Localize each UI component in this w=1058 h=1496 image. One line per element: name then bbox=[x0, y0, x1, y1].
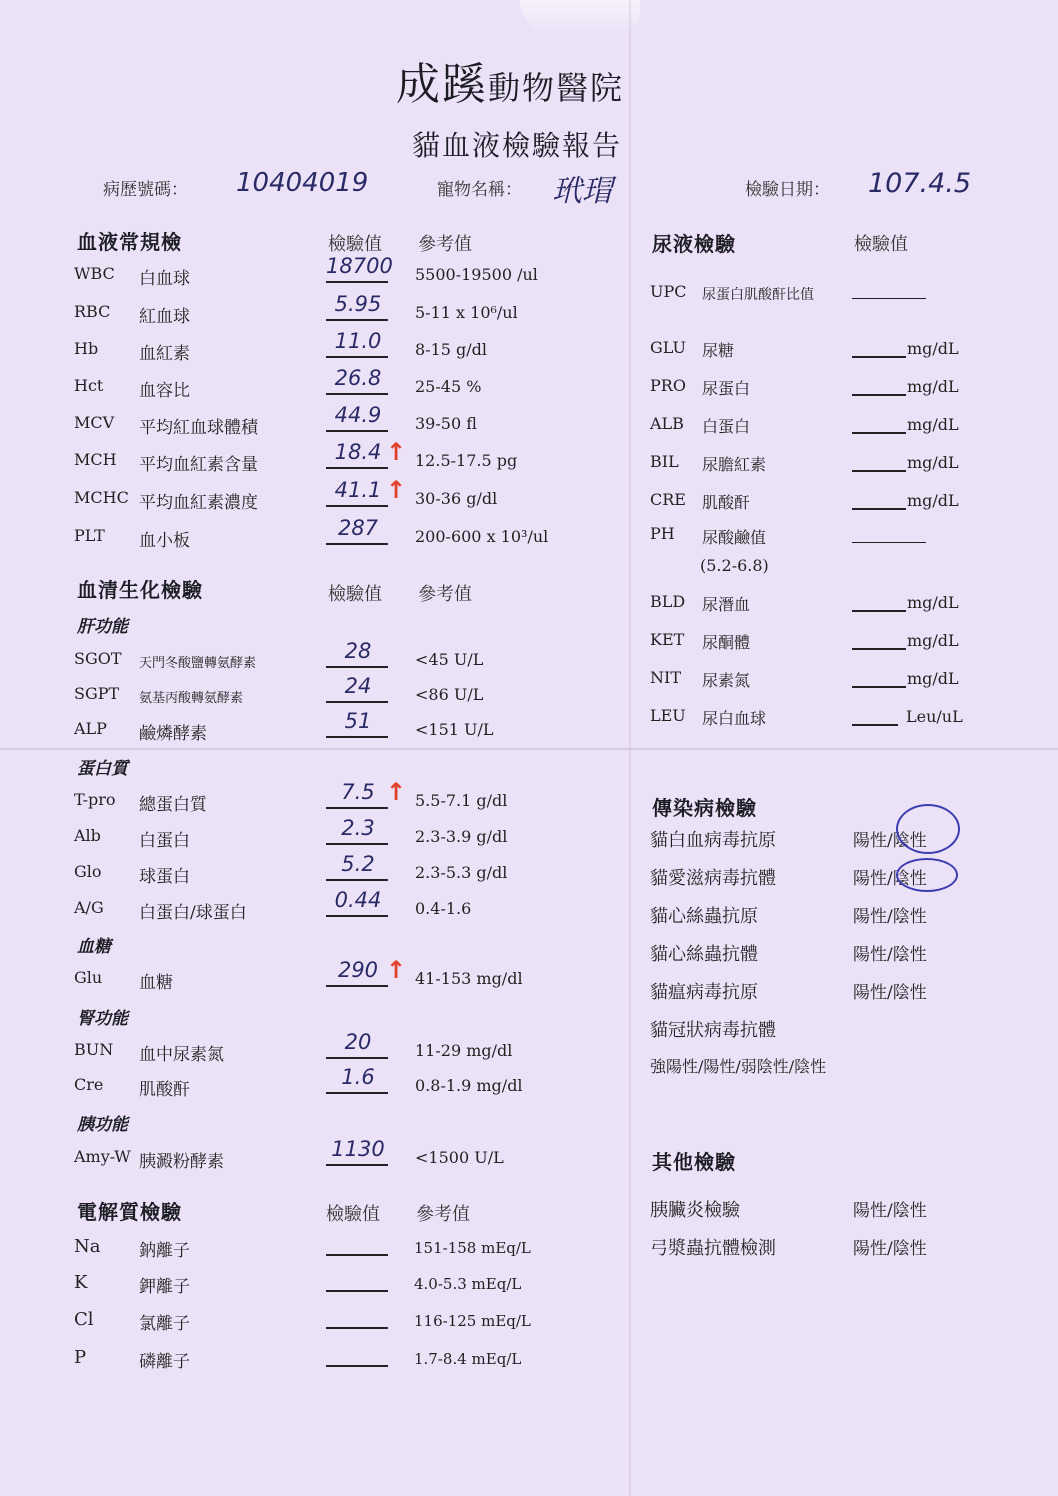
row-value: 0.44 bbox=[334, 888, 382, 912]
value-underline bbox=[326, 985, 388, 987]
row-name: 天門冬酸鹽轉氨酵素 bbox=[139, 656, 257, 671]
row-name: 白蛋白 bbox=[139, 831, 190, 851]
protein-subtitle: 蛋白質 bbox=[77, 759, 128, 779]
urine-code: NIT bbox=[650, 668, 681, 687]
infectious-result-options: 陽性/陰性 bbox=[853, 907, 927, 927]
row-name: 血容比 bbox=[139, 381, 190, 401]
electrolyte-col-ref: 參考值 bbox=[416, 1204, 470, 1225]
pancreas-subtitle: 胰功能 bbox=[77, 1115, 128, 1135]
row-code: SGPT bbox=[74, 684, 120, 703]
row-value: 2.3 bbox=[341, 816, 375, 840]
row-code: PLT bbox=[74, 526, 105, 545]
row-reference: 4.0-5.3 mEq/L bbox=[414, 1275, 522, 1293]
row-name: 白血球 bbox=[139, 269, 190, 289]
urine-blank bbox=[852, 508, 906, 510]
row-value: 44.9 bbox=[334, 403, 382, 427]
row-name: 平均血紅素含量 bbox=[139, 455, 258, 475]
urine-name: 尿蛋白 bbox=[702, 379, 751, 398]
row-value: 41.1 bbox=[334, 478, 382, 502]
row-reference: 39-50 fl bbox=[415, 414, 477, 433]
urine-code: GLU bbox=[650, 338, 687, 357]
row-reference: 1.7-8.4 mEq/L bbox=[414, 1350, 522, 1368]
row-value: 1.6 bbox=[341, 1065, 375, 1089]
ph-code: PH bbox=[650, 524, 675, 543]
urine-name: 肌酸酐 bbox=[702, 493, 751, 512]
value-blank bbox=[326, 1365, 388, 1367]
chem-section-title: 血清生化檢驗 bbox=[77, 578, 203, 602]
row-name: 氯離子 bbox=[139, 1314, 190, 1334]
pet-name: 玳瑁 bbox=[552, 174, 612, 209]
urine-blank bbox=[852, 356, 906, 358]
cbc-col-value: 檢驗值 bbox=[328, 234, 382, 255]
value-underline bbox=[326, 319, 388, 321]
pet-label: 寵物名稱： bbox=[437, 180, 522, 200]
value-underline bbox=[326, 1164, 388, 1166]
date-label: 檢驗日期： bbox=[745, 180, 830, 200]
value-underline bbox=[326, 915, 388, 917]
urine-unit: mg/dL bbox=[907, 453, 959, 472]
row-name: 氨基丙酸轉氨酵素 bbox=[139, 691, 244, 706]
row-name: 胰澱粉酵素 bbox=[139, 1152, 224, 1172]
row-value: 20 bbox=[344, 1030, 372, 1054]
value-blank bbox=[326, 1290, 388, 1292]
row-value: 26.8 bbox=[334, 366, 382, 390]
result-circle-mark bbox=[896, 858, 958, 892]
row-name: 肌酸酐 bbox=[139, 1080, 190, 1100]
upc-blank bbox=[852, 280, 926, 299]
infectious-section-title: 傳染病檢驗 bbox=[652, 796, 757, 820]
ph-name: 尿酸鹼值 bbox=[702, 528, 767, 547]
row-name: 總蛋白質 bbox=[139, 795, 207, 815]
urine-blank bbox=[852, 686, 906, 688]
row-reference: 200-600 x 10³/ul bbox=[415, 527, 549, 546]
urine-unit: Leu/uL bbox=[906, 707, 963, 726]
value-underline bbox=[326, 393, 388, 395]
kidney-subtitle: 腎功能 bbox=[77, 1009, 128, 1029]
urine-code: CRE bbox=[650, 490, 686, 509]
row-reference: 30-36 g/dl bbox=[415, 489, 498, 508]
chem-col-value: 檢驗值 bbox=[328, 584, 382, 605]
ph-blank bbox=[852, 524, 926, 543]
row-reference: 12.5-17.5 pg bbox=[415, 451, 518, 470]
infectious-test-name: 貓冠狀病毒抗體 bbox=[650, 1020, 776, 1041]
row-code: SGOT bbox=[74, 649, 122, 668]
row-reference: <86 U/L bbox=[415, 685, 484, 704]
urine-name: 尿潛血 bbox=[702, 595, 751, 614]
row-code: Cre bbox=[74, 1075, 104, 1094]
urine-blank bbox=[852, 394, 906, 396]
urine-code: ALB bbox=[650, 414, 684, 433]
fold-line bbox=[629, 0, 631, 1496]
report-title: 貓血液檢驗報告 bbox=[412, 129, 623, 162]
row-code: MCHC bbox=[74, 488, 129, 507]
row-reference: 8-15 g/dl bbox=[415, 340, 488, 359]
row-code: K bbox=[74, 1272, 88, 1293]
infectious-scale: 強陽性/陽性/弱陰性/陰性 bbox=[650, 1057, 827, 1076]
hospital-name bbox=[396, 48, 624, 112]
row-value: 1130 bbox=[331, 1137, 385, 1161]
high-flag-arrow: ↑ bbox=[386, 438, 407, 466]
urine-blank bbox=[852, 432, 906, 434]
row-value: 11.0 bbox=[334, 329, 382, 353]
row-code: Hct bbox=[74, 376, 104, 395]
row-value: 7.5 bbox=[341, 780, 375, 804]
urine-name: 尿白血球 bbox=[702, 709, 767, 728]
row-reference: 2.3-3.9 g/dl bbox=[415, 827, 508, 846]
urine-blank bbox=[852, 610, 906, 612]
urine-name: 尿膽紅素 bbox=[702, 455, 767, 474]
row-reference: 5-11 x 10⁶/ul bbox=[415, 303, 518, 322]
row-name: 平均血紅素濃度 bbox=[139, 493, 258, 513]
row-code: Alb bbox=[74, 826, 101, 845]
row-value: 28 bbox=[344, 639, 372, 663]
row-value: 5.2 bbox=[341, 852, 375, 876]
other-result-options: 陽性/陰性 bbox=[853, 1201, 927, 1221]
urine-name: 尿糖 bbox=[702, 341, 735, 360]
infectious-test-name: 貓瘟病毒抗原 bbox=[650, 982, 758, 1003]
infectious-result-options: 陽性/陰性 bbox=[853, 831, 927, 851]
other-result-options: 陽性/陰性 bbox=[853, 1239, 927, 1259]
upc-code: UPC bbox=[650, 282, 687, 301]
row-code: WBC bbox=[74, 264, 115, 283]
row-code: Glu bbox=[74, 968, 103, 987]
fold-line bbox=[0, 748, 1058, 750]
row-value: 18.4 bbox=[334, 440, 382, 464]
urine-unit: mg/dL bbox=[907, 491, 959, 510]
record-label: 病歷號碼： bbox=[103, 180, 188, 200]
row-reference: 11-29 mg/dl bbox=[415, 1041, 513, 1060]
electrolyte-section-title: 電解質檢驗 bbox=[77, 1200, 182, 1224]
row-reference: 116-125 mEq/L bbox=[414, 1312, 531, 1330]
row-name: 血紅素 bbox=[139, 344, 190, 364]
value-underline bbox=[326, 666, 388, 668]
sugar-subtitle: 血糖 bbox=[77, 937, 111, 957]
row-code: ALP bbox=[74, 719, 107, 738]
result-circle-mark bbox=[896, 804, 960, 854]
row-code: A/G bbox=[74, 898, 104, 917]
row-code: Cl bbox=[74, 1309, 94, 1330]
value-underline bbox=[326, 736, 388, 738]
urine-col-value: 檢驗值 bbox=[854, 234, 908, 255]
row-name: 血小板 bbox=[139, 531, 190, 551]
row-code: Na bbox=[74, 1236, 101, 1257]
urine-unit: mg/dL bbox=[907, 631, 959, 650]
liver-subtitle: 肝功能 bbox=[77, 617, 128, 637]
value-underline bbox=[326, 505, 388, 507]
high-flag-arrow: ↑ bbox=[386, 956, 407, 984]
row-name: 血糖 bbox=[139, 973, 173, 993]
value-underline bbox=[326, 843, 388, 845]
value-underline bbox=[326, 807, 388, 809]
row-name: 血中尿素氮 bbox=[139, 1045, 224, 1065]
value-underline bbox=[326, 1092, 388, 1094]
urine-name: 尿素氮 bbox=[702, 671, 751, 690]
chem-col-ref: 參考值 bbox=[418, 584, 472, 605]
paper-tear bbox=[520, 0, 640, 34]
urine-blank bbox=[852, 648, 906, 650]
high-flag-arrow: ↑ bbox=[386, 778, 407, 806]
urine-code: BLD bbox=[650, 592, 686, 611]
high-flag-arrow: ↑ bbox=[386, 476, 407, 504]
row-value: 5.95 bbox=[334, 292, 382, 316]
row-name: 鹼燐酵素 bbox=[139, 724, 207, 744]
row-name: 磷離子 bbox=[139, 1352, 190, 1372]
row-reference: 0.8-1.9 mg/dl bbox=[415, 1076, 523, 1095]
row-name: 平均紅血球體積 bbox=[139, 418, 258, 438]
urine-code: BIL bbox=[650, 452, 679, 471]
urine-unit: mg/dL bbox=[907, 339, 959, 358]
urine-name: 白蛋白 bbox=[702, 417, 751, 436]
value-blank bbox=[326, 1254, 388, 1256]
electrolyte-col-value: 檢驗值 bbox=[326, 1204, 380, 1225]
row-code: T-pro bbox=[74, 790, 116, 809]
row-code: RBC bbox=[74, 302, 111, 321]
infectious-test-name: 貓心絲蟲抗原 bbox=[650, 906, 758, 927]
urine-unit: mg/dL bbox=[907, 415, 959, 434]
cbc-col-ref: 參考值 bbox=[418, 234, 472, 255]
infectious-test-name: 貓心絲蟲抗體 bbox=[650, 944, 758, 965]
infectious-test-name: 貓白血病毒抗原 bbox=[650, 830, 776, 851]
row-code: P bbox=[74, 1347, 87, 1368]
urine-name: 尿酮體 bbox=[702, 633, 751, 652]
urine-unit: mg/dL bbox=[907, 377, 959, 396]
urine-blank bbox=[852, 724, 898, 726]
row-value: 287 bbox=[337, 516, 379, 540]
urine-code: LEU bbox=[650, 706, 686, 725]
row-reference: 5500-19500 /ul bbox=[415, 265, 538, 284]
row-name: 鈉離子 bbox=[139, 1241, 190, 1261]
row-name: 白蛋白/球蛋白 bbox=[139, 903, 247, 923]
row-reference: <45 U/L bbox=[415, 650, 484, 669]
value-blank bbox=[326, 1327, 388, 1329]
record-number: 10404019 bbox=[236, 168, 369, 198]
value-underline bbox=[326, 543, 388, 545]
hospital-name-main: 成蹊 bbox=[396, 59, 488, 110]
value-underline bbox=[326, 356, 388, 358]
row-reference: <1500 U/L bbox=[415, 1148, 504, 1167]
urine-unit: mg/dL bbox=[907, 593, 959, 612]
infectious-result-options: 陽性/陰性 bbox=[853, 869, 927, 889]
row-value: 290 bbox=[337, 958, 379, 982]
other-section-title: 其他檢驗 bbox=[652, 1150, 736, 1174]
row-code: Glo bbox=[74, 862, 102, 881]
upc-name: 尿蛋白肌酸酐比值 bbox=[702, 287, 814, 303]
value-underline bbox=[326, 701, 388, 703]
value-underline bbox=[326, 467, 388, 469]
other-test-name: 胰臟炎檢驗 bbox=[650, 1200, 740, 1221]
value-underline bbox=[326, 430, 388, 432]
row-reference: 41-153 mg/dl bbox=[415, 969, 523, 988]
row-code: Amy-W bbox=[74, 1147, 131, 1166]
value-underline bbox=[326, 281, 388, 283]
value-underline bbox=[326, 879, 388, 881]
urine-code: KET bbox=[650, 630, 685, 649]
other-test-name: 弓漿蟲抗體檢測 bbox=[650, 1238, 776, 1259]
row-reference: 151-158 mEq/L bbox=[414, 1239, 531, 1257]
row-reference: 2.3-5.3 g/dl bbox=[415, 863, 508, 882]
row-value: 51 bbox=[344, 709, 372, 733]
urine-code: PRO bbox=[650, 376, 686, 395]
value-underline bbox=[326, 1057, 388, 1059]
ph-range: (5.2-6.8) bbox=[700, 556, 769, 575]
row-reference: 25-45 % bbox=[415, 377, 482, 396]
row-name: 球蛋白 bbox=[139, 867, 190, 887]
row-code: MCH bbox=[74, 450, 117, 469]
row-code: MCV bbox=[74, 413, 115, 432]
row-reference: <151 U/L bbox=[415, 720, 494, 739]
urine-section-title: 尿液檢驗 bbox=[652, 232, 736, 256]
row-reference: 5.5-7.1 g/dl bbox=[415, 791, 508, 810]
hospital-name-suffix: 動物醫院 bbox=[488, 69, 625, 107]
test-date: 107.4.5 bbox=[868, 168, 972, 199]
infectious-test-name: 貓愛滋病毒抗體 bbox=[650, 868, 776, 889]
infectious-result-options: 陽性/陰性 bbox=[853, 983, 927, 1003]
infectious-result-options: 陽性/陰性 bbox=[853, 945, 927, 965]
urine-blank bbox=[852, 470, 906, 472]
row-name: 紅血球 bbox=[139, 307, 190, 327]
row-name: 鉀離子 bbox=[139, 1277, 190, 1297]
row-code: Hb bbox=[74, 339, 99, 358]
row-value: 18700 bbox=[326, 254, 393, 278]
row-reference: 0.4-1.6 bbox=[415, 899, 472, 918]
row-value: 24 bbox=[344, 674, 372, 698]
cbc-section-title: 血液常規檢 bbox=[77, 230, 182, 254]
urine-unit: mg/dL bbox=[907, 669, 959, 688]
row-code: BUN bbox=[74, 1040, 114, 1059]
